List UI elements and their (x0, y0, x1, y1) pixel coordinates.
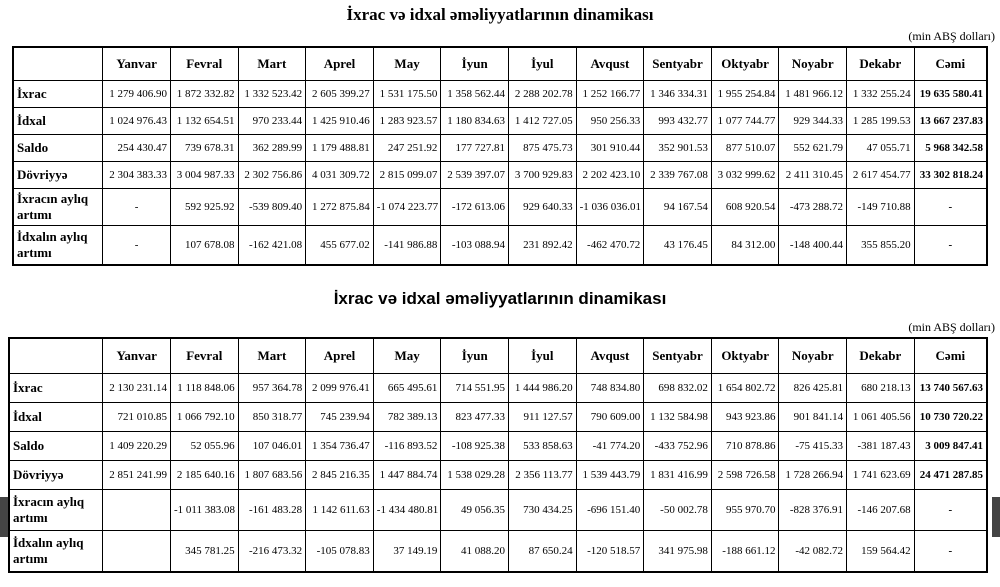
value-cell: 1 142 611.63 (306, 490, 374, 531)
value-cell: -539 809.40 (238, 189, 306, 226)
column-header: Yanvar (103, 47, 171, 81)
value-cell: 790 609.00 (576, 403, 644, 432)
value-cell: 875 475.73 (508, 135, 576, 162)
column-header: Fevral (170, 47, 238, 81)
value-cell: 301 910.44 (576, 135, 644, 162)
value-cell: 1 283 923.57 (373, 108, 441, 135)
total-cell: - (914, 490, 987, 531)
total-cell: - (914, 226, 987, 266)
value-cell: 1 447 884.74 (373, 461, 441, 490)
value-cell: 94 167.54 (644, 189, 712, 226)
value-cell: 929 344.33 (779, 108, 847, 135)
value-cell: 1 332 255.24 (847, 81, 915, 108)
table2-unit: (min ABŞ dolları) (908, 320, 995, 334)
value-cell: -148 400.44 (779, 226, 847, 266)
value-cell: 1 728 266.94 (779, 461, 847, 490)
value-cell: -1 434 480.81 (373, 490, 441, 531)
table-row (13, 162, 987, 189)
table-row (9, 403, 987, 432)
column-header: Aprel (306, 47, 374, 81)
value-cell: -433 752.96 (644, 432, 712, 461)
value-cell: -42 082.72 (779, 531, 847, 573)
table-row (13, 108, 987, 135)
value-cell: 721 010.85 (103, 403, 171, 432)
table-row (9, 374, 987, 403)
column-header: Aprel (306, 338, 374, 374)
table1 (12, 46, 988, 266)
value-cell: 352 901.53 (644, 135, 712, 162)
value-cell: 37 149.19 (373, 531, 441, 573)
value-cell: 1 358 562.44 (441, 81, 509, 108)
row-label: Dövriyyə (9, 461, 103, 490)
value-cell: 2 815 099.07 (373, 162, 441, 189)
value-cell (103, 490, 171, 531)
value-cell: 943 923.86 (711, 403, 779, 432)
value-cell: -141 986.88 (373, 226, 441, 266)
left-edge-strip (0, 497, 8, 537)
right-edge-strip (992, 497, 1000, 537)
row-label: İxrac (13, 81, 103, 108)
value-cell: 739 678.31 (170, 135, 238, 162)
value-cell: 1 654 802.72 (711, 374, 779, 403)
column-header: Mart (238, 47, 306, 81)
total-cell: 10 730 720.22 (914, 403, 987, 432)
value-cell: 2 617 454.77 (847, 162, 915, 189)
value-cell: 1 332 523.42 (238, 81, 306, 108)
column-header: May (373, 47, 441, 81)
value-cell: -188 661.12 (711, 531, 779, 573)
value-cell: 2 851 241.99 (103, 461, 171, 490)
value-cell: 1 831 416.99 (644, 461, 712, 490)
column-header: Cəmi (914, 47, 987, 81)
column-header: Fevral (170, 338, 238, 374)
table2-title: İxrac və idxal əməliyyatlarının dinamikası (333, 289, 667, 308)
value-cell: 4 031 309.72 (306, 162, 374, 189)
value-cell: 2 598 726.58 (711, 461, 779, 490)
value-cell: 901 841.14 (779, 403, 847, 432)
table-row (13, 81, 987, 108)
value-cell: 970 233.44 (238, 108, 306, 135)
value-cell: 782 389.13 (373, 403, 441, 432)
value-cell: 1 346 334.31 (644, 81, 712, 108)
header-row (13, 47, 987, 81)
row-label: İxrac (9, 374, 103, 403)
value-cell: 1 180 834.63 (441, 108, 509, 135)
value-cell: -828 376.91 (779, 490, 847, 531)
value-cell: 1 118 848.06 (170, 374, 238, 403)
column-header: İyul (509, 338, 577, 374)
value-cell: 1 481 966.12 (779, 81, 847, 108)
value-cell: 1 285 199.53 (847, 108, 915, 135)
total-cell: - (914, 531, 987, 573)
value-cell (103, 531, 171, 573)
value-cell: -103 088.94 (441, 226, 509, 266)
value-cell: 2 539 397.07 (441, 162, 509, 189)
column-header: Oktyabr (711, 47, 779, 81)
value-cell: 41 088.20 (441, 531, 509, 573)
column-header: Avqust (576, 338, 644, 374)
value-cell: - (103, 189, 171, 226)
value-cell: 1 077 744.77 (711, 108, 779, 135)
value-cell: 1 066 792.10 (170, 403, 238, 432)
value-cell: 730 434.25 (509, 490, 577, 531)
total-cell: 33 302 818.24 (914, 162, 987, 189)
value-cell: 355 855.20 (847, 226, 915, 266)
value-cell: 1 024 976.43 (103, 108, 171, 135)
column-header: Sentyabr (644, 47, 712, 81)
value-cell: 3 032 999.62 (711, 162, 779, 189)
value-cell: 2 356 113.77 (509, 461, 577, 490)
value-cell: 1 272 875.84 (306, 189, 374, 226)
column-header: Noyabr (779, 338, 847, 374)
table-row (9, 531, 987, 573)
column-header: Dekabr (847, 338, 915, 374)
value-cell: 3 700 929.83 (508, 162, 576, 189)
value-cell: 2 304 383.33 (103, 162, 171, 189)
value-cell: - (103, 226, 171, 266)
value-cell: 826 425.81 (779, 374, 847, 403)
value-cell: 159 564.42 (847, 531, 915, 573)
table-row (13, 226, 987, 266)
column-header: Avqust (576, 47, 644, 81)
value-cell: 2 339 767.08 (644, 162, 712, 189)
value-cell: 52 055.96 (170, 432, 238, 461)
value-cell: 254 430.47 (103, 135, 171, 162)
row-label: Dövriyyə (13, 162, 103, 189)
value-cell: 247 251.92 (373, 135, 441, 162)
table-row (9, 432, 987, 461)
value-cell: 1 741 623.69 (847, 461, 915, 490)
total-cell: 5 968 342.58 (914, 135, 987, 162)
column-header: Yanvar (103, 338, 171, 374)
value-cell: 1 132 584.98 (644, 403, 712, 432)
value-cell: 592 925.92 (170, 189, 238, 226)
total-cell: 13 740 567.63 (914, 374, 987, 403)
value-cell: 1 279 406.90 (103, 81, 171, 108)
value-cell: 698 832.02 (644, 374, 712, 403)
value-cell: 49 056.35 (441, 490, 509, 531)
value-cell: 1 409 220.29 (103, 432, 171, 461)
value-cell: 43 176.45 (644, 226, 712, 266)
value-cell: 1 061 405.56 (847, 403, 915, 432)
value-cell: -172 613.06 (441, 189, 509, 226)
total-cell: 3 009 847.41 (914, 432, 987, 461)
value-cell: 2 202 423.10 (576, 162, 644, 189)
value-cell: 955 970.70 (711, 490, 779, 531)
value-cell: -75 415.33 (779, 432, 847, 461)
value-cell: 1 539 443.79 (576, 461, 644, 490)
row-label: Saldo (9, 432, 103, 461)
table-row (9, 461, 987, 490)
column-header: Sentyabr (644, 338, 712, 374)
value-cell: 2 099 976.41 (306, 374, 374, 403)
value-cell: 345 781.25 (170, 531, 238, 573)
column-header: İyul (508, 47, 576, 81)
value-cell: -473 288.72 (779, 189, 847, 226)
row-label: İdxal (9, 403, 103, 432)
value-cell: 1 354 736.47 (306, 432, 374, 461)
value-cell: 2 130 231.14 (103, 374, 171, 403)
value-cell: 710 878.86 (711, 432, 779, 461)
value-cell: 341 975.98 (644, 531, 712, 573)
table1-unit: (min ABŞ dolları) (908, 29, 995, 43)
value-cell: 957 364.78 (238, 374, 306, 403)
value-cell: 850 318.77 (238, 403, 306, 432)
row-label: İxracın aylıq artımı (13, 189, 103, 226)
value-cell: -216 473.32 (238, 531, 306, 573)
value-cell: 1 538 029.28 (441, 461, 509, 490)
table2 (8, 337, 988, 573)
value-cell: 745 239.94 (306, 403, 374, 432)
value-cell: -1 011 383.08 (170, 490, 238, 531)
row-label: İxracın aylıq artımı (9, 490, 103, 531)
corner-cell (9, 338, 103, 374)
value-cell: 1 807 683.56 (238, 461, 306, 490)
value-cell: 177 727.81 (441, 135, 509, 162)
value-cell: 2 605 399.27 (306, 81, 374, 108)
value-cell: 911 127.57 (509, 403, 577, 432)
value-cell: 1 412 727.05 (508, 108, 576, 135)
value-cell: 2 302 756.86 (238, 162, 306, 189)
value-cell: 929 640.33 (508, 189, 576, 226)
value-cell: 2 411 310.45 (779, 162, 847, 189)
row-label: İdxalın aylıq artımı (9, 531, 103, 573)
value-cell: -50 002.78 (644, 490, 712, 531)
value-cell: 552 621.79 (779, 135, 847, 162)
value-cell: 107 678.08 (170, 226, 238, 266)
column-header: İyun (441, 338, 509, 374)
column-header: Mart (238, 338, 306, 374)
value-cell: 107 046.01 (238, 432, 306, 461)
value-cell: 2 288 202.78 (508, 81, 576, 108)
value-cell: 714 551.95 (441, 374, 509, 403)
value-cell: -381 187.43 (847, 432, 915, 461)
value-cell: 993 432.77 (644, 108, 712, 135)
column-header: İyun (441, 47, 509, 81)
value-cell: 1 531 175.50 (373, 81, 441, 108)
value-cell: -1 074 223.77 (373, 189, 441, 226)
column-header: Cəmi (914, 338, 987, 374)
value-cell: 2 185 640.16 (170, 461, 238, 490)
value-cell: 748 834.80 (576, 374, 644, 403)
value-cell: -696 151.40 (576, 490, 644, 531)
total-cell: 24 471 287.85 (914, 461, 987, 490)
table-row (13, 189, 987, 226)
table-row (9, 490, 987, 531)
value-cell: -1 036 036.01 (576, 189, 644, 226)
table1-title: İxrac və idxal əməliyyatlarının dinamikası (346, 5, 654, 24)
value-cell: 3 004 987.33 (170, 162, 238, 189)
value-cell: 1 955 254.84 (711, 81, 779, 108)
value-cell: 231 892.42 (508, 226, 576, 266)
value-cell: 47 055.71 (847, 135, 915, 162)
value-cell: 665 495.61 (373, 374, 441, 403)
table-row (13, 135, 987, 162)
value-cell: 680 218.13 (847, 374, 915, 403)
value-cell: -105 078.83 (306, 531, 374, 573)
total-cell: - (914, 189, 987, 226)
value-cell: -462 470.72 (576, 226, 644, 266)
corner-cell (13, 47, 103, 81)
value-cell: 1 252 166.77 (576, 81, 644, 108)
value-cell: 823 477.33 (441, 403, 509, 432)
value-cell: 1 872 332.82 (170, 81, 238, 108)
value-cell: 877 510.07 (711, 135, 779, 162)
value-cell: -149 710.88 (847, 189, 915, 226)
value-cell: -120 518.57 (576, 531, 644, 573)
value-cell: -41 774.20 (576, 432, 644, 461)
row-label: Saldo (13, 135, 103, 162)
value-cell: 950 256.33 (576, 108, 644, 135)
value-cell: 455 677.02 (306, 226, 374, 266)
column-header: May (373, 338, 441, 374)
row-label: İdxal (13, 108, 103, 135)
value-cell: -161 483.28 (238, 490, 306, 531)
value-cell: 2 845 216.35 (306, 461, 374, 490)
column-header: Oktyabr (711, 338, 779, 374)
value-cell: -108 925.38 (441, 432, 509, 461)
value-cell: -116 893.52 (373, 432, 441, 461)
value-cell: 1 179 488.81 (306, 135, 374, 162)
header-row (9, 338, 987, 374)
value-cell: 1 444 986.20 (509, 374, 577, 403)
value-cell: 1 132 654.51 (170, 108, 238, 135)
value-cell: 362 289.99 (238, 135, 306, 162)
total-cell: 19 635 580.41 (914, 81, 987, 108)
value-cell: 87 650.24 (509, 531, 577, 573)
column-header: Dekabr (847, 47, 915, 81)
total-cell: 13 667 237.83 (914, 108, 987, 135)
value-cell: 1 425 910.46 (306, 108, 374, 135)
row-label: İdxalın aylıq artımı (13, 226, 103, 266)
value-cell: 608 920.54 (711, 189, 779, 226)
value-cell: -146 207.68 (847, 490, 915, 531)
value-cell: 84 312.00 (711, 226, 779, 266)
value-cell: -162 421.08 (238, 226, 306, 266)
value-cell: 533 858.63 (509, 432, 577, 461)
column-header: Noyabr (779, 47, 847, 81)
